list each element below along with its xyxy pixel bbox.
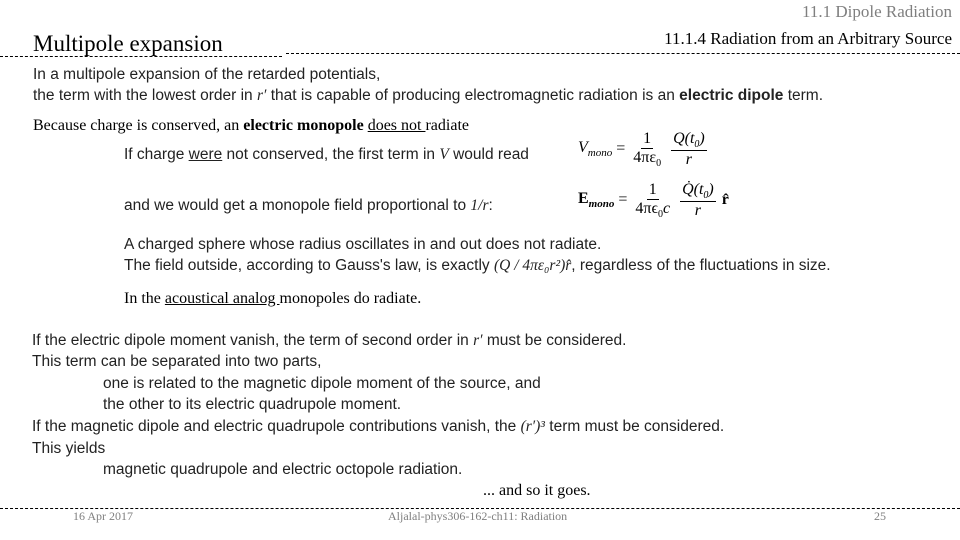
intro-text-a: the term with the lowest order in xyxy=(33,87,257,104)
acoustic-text-a: In the xyxy=(124,290,165,307)
intro-var: r′ xyxy=(257,87,267,104)
monopole-heading-c: radiate xyxy=(425,117,469,134)
v-fraction-1 xyxy=(631,130,663,169)
v-fraction-2 xyxy=(671,130,707,169)
acoustic-underline: acoustical analog xyxy=(164,290,280,307)
v-frac-den-text: 4πε xyxy=(633,148,657,166)
dipole-l5-b: term must be considered. xyxy=(544,418,725,435)
dipole-line-6: This yields xyxy=(32,440,106,457)
e-frac-den xyxy=(633,200,672,220)
v-frac-num: 1 xyxy=(643,130,652,147)
e-q-sub: 0 xyxy=(703,190,709,202)
field-text-a: and we would get a monopole field proportional to xyxy=(124,197,471,214)
e-fraction-1 xyxy=(633,181,672,220)
dipole-line-8: ... and so it goes. xyxy=(483,482,591,499)
v-sub: mono xyxy=(587,147,613,160)
v-mono-equation xyxy=(578,130,709,169)
intro-text-c: term. xyxy=(783,87,824,104)
e-q-end: ) xyxy=(708,181,714,198)
if-var: V xyxy=(439,146,449,163)
if-text-c: would read xyxy=(448,146,529,163)
acoustic-line xyxy=(124,290,421,308)
title-underline-right xyxy=(286,53,960,54)
v-symbol: V xyxy=(578,139,588,157)
e-frac-den-text: 4πϵ xyxy=(635,199,658,217)
if-underline: were xyxy=(188,146,223,163)
dipole-l1-b: must be considered. xyxy=(482,332,627,349)
v-q-text: Q(t xyxy=(673,130,695,147)
equals-sign: = xyxy=(616,140,626,158)
sphere-eq: (Q / 4πε₀r²)r̂ xyxy=(493,257,572,274)
sphere-text-a: The field outside, according to Gauss's law, is exactly xyxy=(124,257,494,274)
equals-sign-2: = xyxy=(618,191,628,209)
if-charge-line xyxy=(124,146,529,164)
dipole-l5-a: If the magnetic dipole and electric quadrupole contributions vanish, the xyxy=(32,418,521,435)
sphere-line-1: A charged sphere whose radius oscillates in and out does not radiate. xyxy=(124,236,602,253)
dipole-line-1 xyxy=(32,332,626,350)
intro-bold: electric dipole xyxy=(679,87,784,104)
e-mono-lhs xyxy=(578,190,614,210)
subsection-title: 11.1.4 Radiation from an Arbitrary Source xyxy=(664,29,952,48)
monopole-heading-bold: electric monopole xyxy=(243,117,364,134)
e-frac-num: 1 xyxy=(648,181,657,198)
v-q-num xyxy=(671,130,707,151)
sphere-line-2 xyxy=(124,257,831,275)
field-text-b: : xyxy=(488,197,493,214)
dipole-line-5 xyxy=(32,418,724,436)
e-frac-den-sub: 0 xyxy=(657,208,663,220)
dipole-l1-a: If the electric dipole moment vanish, the term of second order in xyxy=(32,332,474,349)
e-fraction-2 xyxy=(680,181,716,220)
e-q-num xyxy=(680,181,716,202)
e-symbol: E xyxy=(578,190,589,208)
slide-title: Multipole expansion xyxy=(33,31,223,56)
sphere-text-b: , regardless of the fluctuations in size. xyxy=(571,257,831,274)
v-q-den: r xyxy=(685,151,692,169)
if-text-b: not conserved, the first term in xyxy=(222,146,440,163)
intro-line-2 xyxy=(33,87,823,105)
if-text-a: If charge xyxy=(124,146,189,163)
intro-text-b: that is capable of producing electromagnetic radiation is an xyxy=(266,87,680,104)
dipole-line-3: one is related to the magnetic dipole moment of the source, and xyxy=(103,375,541,392)
monopole-heading-underline: does not xyxy=(367,117,426,134)
monopole-heading-a: Because charge is conserved, an xyxy=(33,117,244,134)
v-q-sub: 0 xyxy=(694,139,700,151)
dipole-l1-var: r′ xyxy=(473,332,483,349)
field-var: 1/r xyxy=(470,197,489,214)
dipole-line-2: This term can be separated into two parts, xyxy=(32,353,322,370)
title-underline-left xyxy=(0,56,282,57)
dipole-l5-var: (r′)³ xyxy=(520,418,545,435)
footer-date: 16 Apr 2017 xyxy=(73,509,133,523)
monopole-heading xyxy=(33,117,469,135)
v-mono-lhs xyxy=(578,139,612,159)
e-mono-equation xyxy=(578,181,729,220)
footer-course: Aljalal-phys306-162-ch11: Radiation xyxy=(388,509,568,523)
dipole-line-4: the other to its electric quadrupole moment. xyxy=(103,396,402,413)
dipole-line-7: magnetic quadrupole and electric octopole radiation. xyxy=(103,461,463,478)
e-q-text: Q̇(t xyxy=(682,181,704,198)
e-q-den: r xyxy=(694,202,701,220)
v-frac-den-sub: 0 xyxy=(656,157,662,169)
section-title: 11.1 Dipole Radiation xyxy=(802,2,952,21)
acoustic-text-b: monopoles do radiate. xyxy=(279,290,422,307)
monopole-field-line xyxy=(124,197,493,215)
e-sub: mono xyxy=(588,198,615,211)
v-frac-den xyxy=(631,149,663,169)
e-frac-den-end: c xyxy=(662,199,671,217)
footer-page-number: 25 xyxy=(874,509,886,523)
intro-line-1: In a multipole expansion of the retarded potentials, xyxy=(33,66,381,83)
e-rhat: r̂ xyxy=(721,191,729,209)
v-q-end: ) xyxy=(699,130,705,147)
